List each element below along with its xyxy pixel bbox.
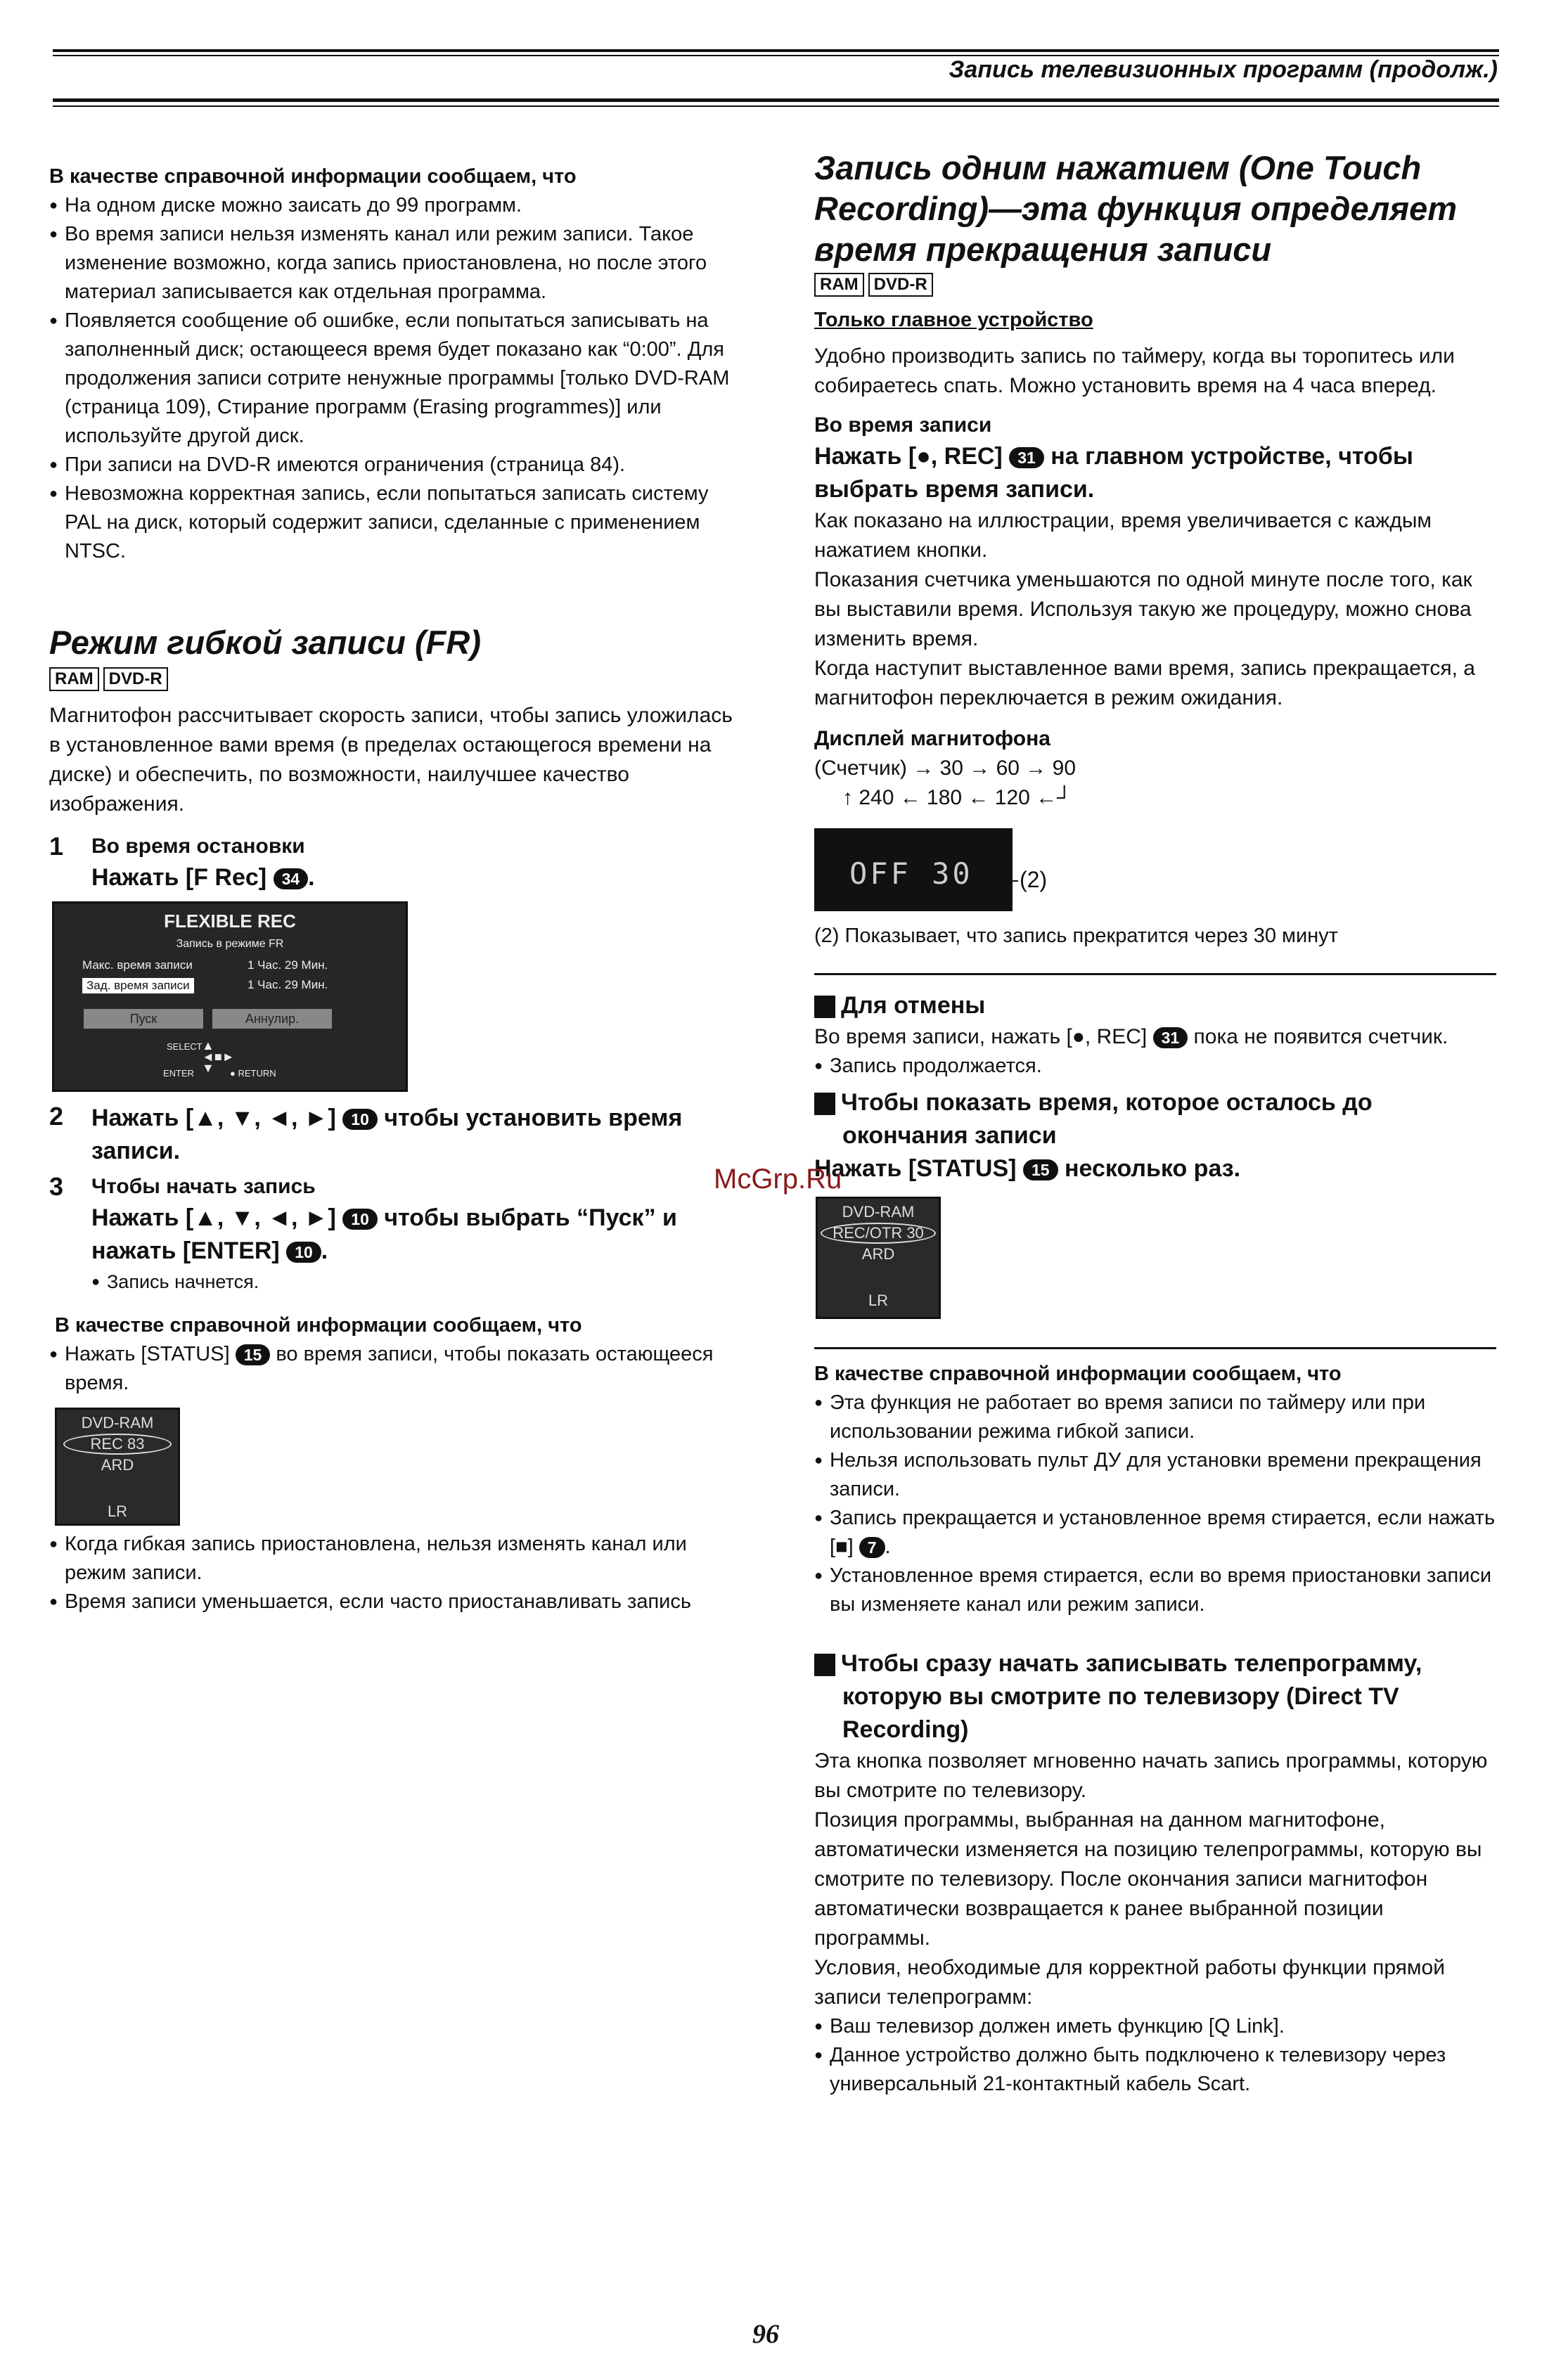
time-sequence: (Счетчик) → 30 → 60 → 90 — [814, 757, 1076, 780]
cancel-note — [814, 1052, 1496, 1081]
list-item: ● Данное устройство должно быть подключено к телевизору через универсальный 21-контактный кабель Scart. — [814, 2041, 1496, 2099]
time-sequence-return: ↑ 240 ← 180 ← 120 ←┘ — [842, 786, 1072, 809]
screen-title: FLEXIBLE REC — [164, 910, 296, 932]
step-action — [91, 1102, 738, 1168]
cancel-text-pre: Во время записи, нажать [●, REC] — [814, 1025, 1148, 1048]
display-heading: Дисплей магнитофона — [814, 727, 1050, 750]
screen-subtitle: Запись в режиме FR — [176, 938, 284, 950]
section-divider — [814, 973, 1496, 975]
button-ref-badge: 10 — [286, 1242, 321, 1263]
otr-action — [814, 440, 1496, 506]
right-column — [814, 148, 1496, 2099]
step-3 — [49, 1172, 738, 1296]
audio-mode: LR — [107, 1502, 128, 1520]
dpad-icon: ▲ ◄■► ▼ — [202, 1038, 235, 1075]
remain-heading — [814, 1086, 1496, 1152]
tag-dvd-r: DVD-R — [868, 273, 933, 297]
screen-value-max: 1 Час. 29 Мин. — [248, 958, 328, 972]
recorder-display — [814, 828, 1496, 911]
section-divider — [814, 1347, 1496, 1349]
tag-ram: RAM — [814, 273, 864, 297]
fr-intro: Магнитофон рассчитывает скорость записи, чтобы запись уложилась в установленное вами время (в пределах остающегося времени на диске) и обеспечить, по возможности, наилучшее качество изображения. — [49, 704, 733, 816]
step-1 — [49, 832, 738, 894]
step-label: Во время остановки — [91, 835, 305, 858]
list-item — [49, 1340, 738, 1398]
header-rule-thin — [53, 105, 1499, 107]
step-label: Чтобы начать запись — [91, 1175, 316, 1198]
list-item: ● Время записи уменьшается, если часто приостанавливать запись — [49, 1588, 738, 1616]
step-action: Нажать [▲, ▼, ◄, ►] 10 чтобы выбрать “Пуск” и нажать [ENTER] 10 . — [91, 1204, 677, 1264]
list-item: ● На одном диске можно заисать до 99 программ. — [49, 191, 738, 220]
cancel-text-post: пока не появится счетчик. — [1193, 1025, 1448, 1048]
cancel-text — [814, 1022, 1496, 1052]
list-item: ● Эта функция не работает во время записи по таймеру или при использовании режима гибкой записи. — [814, 1389, 1496, 1446]
return-label: RETURN — [238, 1068, 276, 1079]
step-action-tail: чтобы выбрать “Пуск” и нажать [ENTER] — [91, 1204, 677, 1264]
list-item: ● Установленное время стирается, если во время приостановки записи вы изменяете канал или режим записи. — [814, 1562, 1496, 1619]
step-note — [91, 1268, 738, 1296]
remain-title: Чтобы показать время, которое осталось до окончания записи — [841, 1089, 1373, 1149]
list-item: ● Ваш телевизор должен иметь функцию [Q Link]. — [814, 2012, 1496, 2041]
reference-note-1 — [49, 162, 738, 566]
section-marker-icon — [814, 996, 835, 1018]
screen-row-max — [82, 958, 193, 972]
item-text: Нажать [STATUS] — [65, 1343, 230, 1365]
left-column — [49, 148, 738, 1616]
reference-list-2 — [49, 1340, 738, 1398]
disc-tags — [814, 273, 1496, 297]
otr-paragraph: Как показано на иллюстрации, время увеличивается с каждым нажатием кнопки. — [814, 509, 1432, 562]
action-text: Нажать [STATUS] — [814, 1155, 1017, 1182]
reference-heading-3: В качестве справочной информации сообщаем, что — [814, 1363, 1342, 1385]
channel-name: ARD — [101, 1456, 134, 1474]
cancel-heading — [814, 989, 1496, 1022]
section-title-otr: Запись одним нажатием (One Touch Recording)—эта функция определяет время прекращения записи — [814, 149, 1457, 268]
reference-heading: В качестве справочной информации сообщаем, что — [49, 165, 577, 188]
button-ref-badge: 15 — [236, 1344, 271, 1365]
button-ref-badge: 10 — [342, 1209, 378, 1230]
list-item: ● Запись продолжается. — [814, 1052, 1496, 1081]
direct-paragraph: Позиция программы, выбранная на данном магнитофоне, автоматически изменяется на позицию телепрограммы, которую вы смотрите по телевизору. После окончания записи магнитофон автоматически возвращается к ранее выбранной позиции программы. — [814, 1808, 1482, 1950]
screen-row-set[interactable]: Зад. время записи — [82, 978, 194, 993]
action-text: Нажать [●, REC] — [814, 443, 1003, 470]
button-ref-badge: 7 — [859, 1537, 885, 1558]
top-rule-thick — [53, 49, 1499, 52]
rec-remaining: REC 83 — [63, 1434, 172, 1455]
list-item: ● Запись начнется. — [91, 1268, 738, 1296]
screen-value-set: 1 Час. 29 Мин. — [248, 978, 328, 991]
status-display-otr — [816, 1197, 941, 1319]
watermark: McGrp.Ru — [714, 1164, 842, 1195]
direct-title: Чтобы сразу начать записывать телепрограмму, которую вы смотрите по телевизору (Direct TV Recording) — [841, 1650, 1422, 1743]
display-caption: (2) Показывает, что запись прекратится через 30 минут — [814, 925, 1338, 947]
list-item: ● Запись прекращается и установленное время стирается, если нажать [■] 7 . — [814, 1504, 1496, 1562]
otr-paragraph: Когда наступит выставленное вами время, запись прекращается, а магнитофон переключается в режим ожидания. — [814, 657, 1475, 709]
nav-return-label: ● RETURN — [230, 1068, 276, 1079]
direct-heading — [814, 1647, 1496, 1746]
direct-conditions — [814, 2012, 1496, 2099]
reference-heading-2: В качестве справочной информации сообщаем, что — [55, 1314, 582, 1337]
otr-intro: Удобно производить запись по таймеру, когда вы торопитесь или собираетесь спать. Можно установить время на 4 часа вперед. — [814, 345, 1455, 397]
status-display-rec — [55, 1408, 180, 1526]
running-header: Запись телевизионных программ (продолж.) — [949, 56, 1498, 83]
button-ref-badge: 10 — [342, 1109, 378, 1130]
step-action: Нажать [F Rec] 34 . — [91, 864, 315, 891]
action-text: на главном устройстве, чтобы выбрать время записи. — [814, 443, 1413, 503]
step-action-text: Нажать [▲, ▼, ◄, ►] — [91, 1204, 336, 1231]
list-item: ● Невозможна корректная запись, если попытаться записать систему PAL на диск, который содержит записи, сделанные с применением NTSC. — [49, 480, 738, 566]
disc-tags — [49, 667, 738, 691]
direct-paragraph: Условия, необходимые для корректной работы функции прямой записи телепрограмм: — [814, 1956, 1445, 2009]
channel-name: ARD — [861, 1245, 895, 1263]
reference-list — [49, 191, 738, 566]
during-recording-label: Во время записи — [814, 413, 992, 437]
start-button[interactable]: Пуск — [84, 1009, 203, 1029]
tag-dvd-r: DVD-R — [103, 667, 168, 691]
section-marker-icon — [814, 1093, 835, 1115]
callout-label: (2) — [1020, 867, 1048, 892]
reference-list-3 — [49, 1530, 738, 1616]
nav-enter-label: ENTER — [163, 1068, 195, 1079]
section-marker-icon — [814, 1654, 835, 1676]
main-unit-only: Только главное устройство — [814, 309, 1093, 331]
list-item: ● Когда гибкая запись приостановлена, нельзя изменять канал или режим записи. — [49, 1530, 738, 1588]
disc-type: DVD-RAM — [842, 1203, 915, 1221]
cancel-button[interactable]: Аннулир. — [212, 1009, 332, 1029]
otr-paragraph: Показания счетчика уменьшаются по одной минуте после того, как вы выставили время. Используя такую же процедуру, можно снова изменить время. — [814, 568, 1472, 650]
step-action-text: Нажать [▲, ▼, ◄, ►] — [91, 1105, 336, 1131]
callout-line — [976, 880, 1018, 882]
nav-select-label: SELECT — [167, 1041, 203, 1052]
step-action-text: Нажать [F Rec] — [91, 864, 267, 891]
page-number: 96 — [752, 2319, 779, 2349]
flexible-rec-screen — [52, 901, 408, 1092]
reference-list-4 — [814, 1389, 1496, 1619]
step-action-tail: чтобы установить время записи. — [91, 1105, 683, 1164]
button-ref-badge: 31 — [1153, 1027, 1188, 1048]
rec-otr-remaining: REC/OTR 30 — [821, 1223, 936, 1244]
item-text: во время записи, чтобы показать остающееся время. — [65, 1343, 714, 1394]
step-number: 1 — [49, 832, 64, 861]
list-item: ● При записи на DVD-R имеются ограничения (страница 84). — [49, 451, 738, 480]
lcd-readout: OFF 30 — [849, 856, 973, 891]
list-item: ● Появляется сообщение об ошибке, если попытаться записывать на заполненный диск; остающееся время будет показано как “0:00”. Для продолжения записи сотрите ненужные программы [только DVD-RAM (страница 109), Стирание программ (Erasing programmes)] или используйте другой диск. — [49, 307, 738, 451]
disc-type: DVD-RAM — [81, 1414, 154, 1431]
cancel-title: Для отмены — [841, 992, 986, 1019]
tag-ram: RAM — [49, 667, 99, 691]
row-label: Макс. время записи — [82, 958, 193, 972]
item-text: Запись прекращается и установленное время стирается, если нажать [■] — [830, 1507, 1496, 1558]
header-rule-thick — [53, 98, 1499, 102]
step-2 — [49, 1102, 738, 1168]
list-item: ● Во время записи нельзя изменять канал или режим записи. Такое изменение возможно, когда запись приостановлена, но после этого материал записывается как отдельная программа. — [49, 220, 738, 307]
step-number: 2 — [49, 1102, 64, 1131]
audio-mode: LR — [868, 1292, 889, 1309]
list-item: ● Нельзя использовать пульт ДУ для установки времени прекращения записи. — [814, 1446, 1496, 1504]
section-title-fr: Режим гибкой записи (FR) — [49, 624, 481, 661]
button-ref-badge: 34 — [274, 868, 309, 889]
step-number: 3 — [49, 1172, 64, 1201]
action-text: несколько раз. — [1065, 1155, 1241, 1182]
remain-action — [814, 1152, 1496, 1185]
button-ref-badge: 15 — [1023, 1159, 1058, 1180]
button-ref-badge: 31 — [1009, 447, 1044, 468]
direct-paragraph: Эта кнопка позволяет мгновенно начать запись программы, которую вы смотрите по телевизору. — [814, 1749, 1488, 1802]
